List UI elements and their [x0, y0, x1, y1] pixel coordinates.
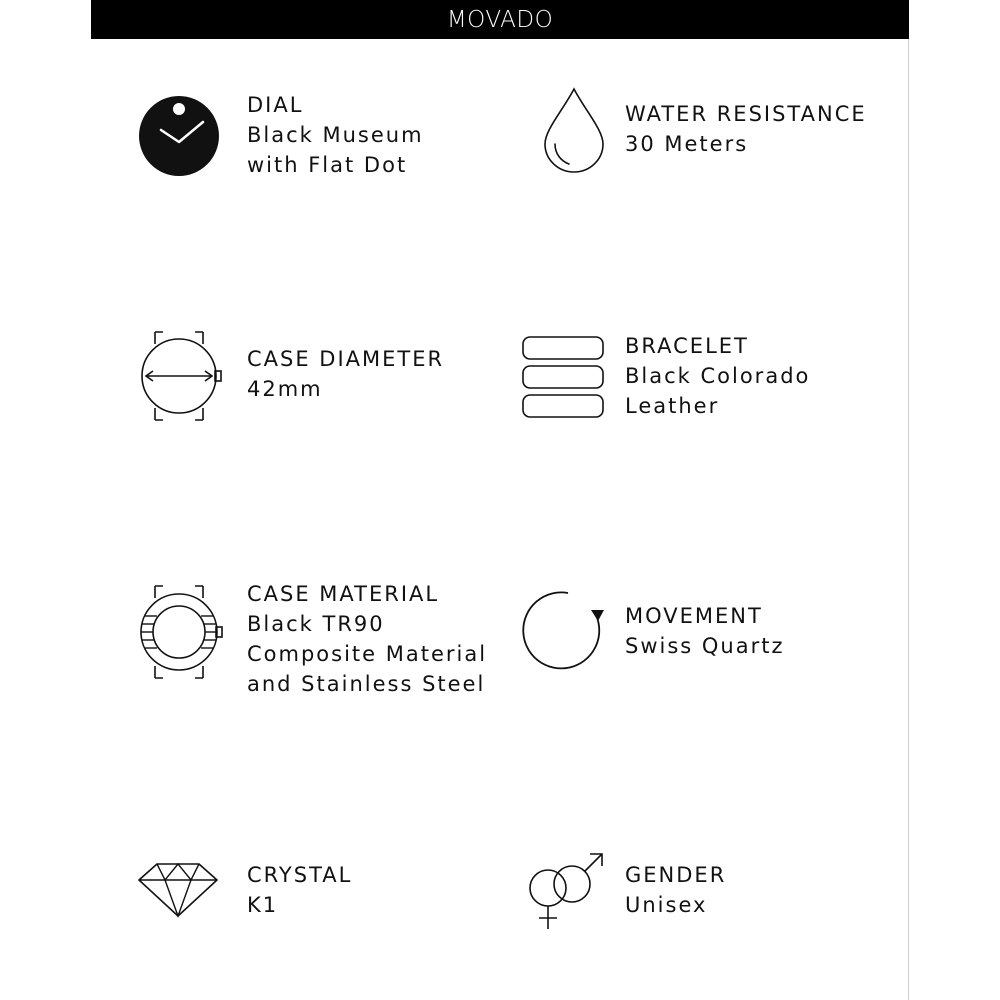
spec-sheet — [91, 0, 909, 1000]
spec-gender-label: GENDER — [625, 863, 727, 887]
spec-bracelet-value-2: Leather — [625, 394, 720, 418]
brand-header — [91, 0, 909, 39]
spec-dial-value-1: Black Museum — [247, 123, 424, 147]
spec-dial-value-2: with Flat Dot — [247, 153, 408, 177]
spec-dial-label: DIAL — [247, 93, 304, 117]
spec-gender-value: Unisex — [625, 893, 708, 917]
spec-case-material-value-2: Composite Material — [247, 642, 488, 666]
spec-water-resistance-value: 30 Meters — [625, 132, 749, 156]
spec-case-diameter-value: 42mm — [247, 377, 323, 401]
brand-name: MOVADO — [446, 6, 554, 33]
spec-case-material-value-1: Black TR90 — [247, 612, 385, 636]
spec-case-diameter-label: CASE DIAMETER — [247, 347, 445, 371]
spec-bracelet-value-1: Black Colorado — [625, 364, 811, 388]
bracelet-links-icon — [520, 334, 606, 420]
gender-symbols-icon — [522, 850, 608, 932]
spec-bracelet-label: BRACELET — [625, 334, 749, 358]
case-material-icon — [135, 582, 223, 682]
spec-water-resistance-label: WATER RESISTANCE — [625, 102, 867, 126]
spec-movement-value: Swiss Quartz — [625, 634, 785, 658]
spec-case-material-label: CASE MATERIAL — [247, 582, 440, 606]
watch-dial-icon — [137, 94, 221, 178]
water-drop-icon — [541, 86, 607, 174]
spec-crystal-value: K1 — [247, 893, 279, 917]
case-diameter-icon — [135, 326, 223, 426]
spec-case-material-value-3: and Stainless Steel — [247, 672, 486, 696]
spec-crystal-label: CRYSTAL — [247, 863, 353, 887]
diamond-icon — [137, 862, 219, 918]
circular-arrow-icon — [520, 588, 606, 674]
spec-movement-label: MOVEMENT — [625, 604, 763, 628]
